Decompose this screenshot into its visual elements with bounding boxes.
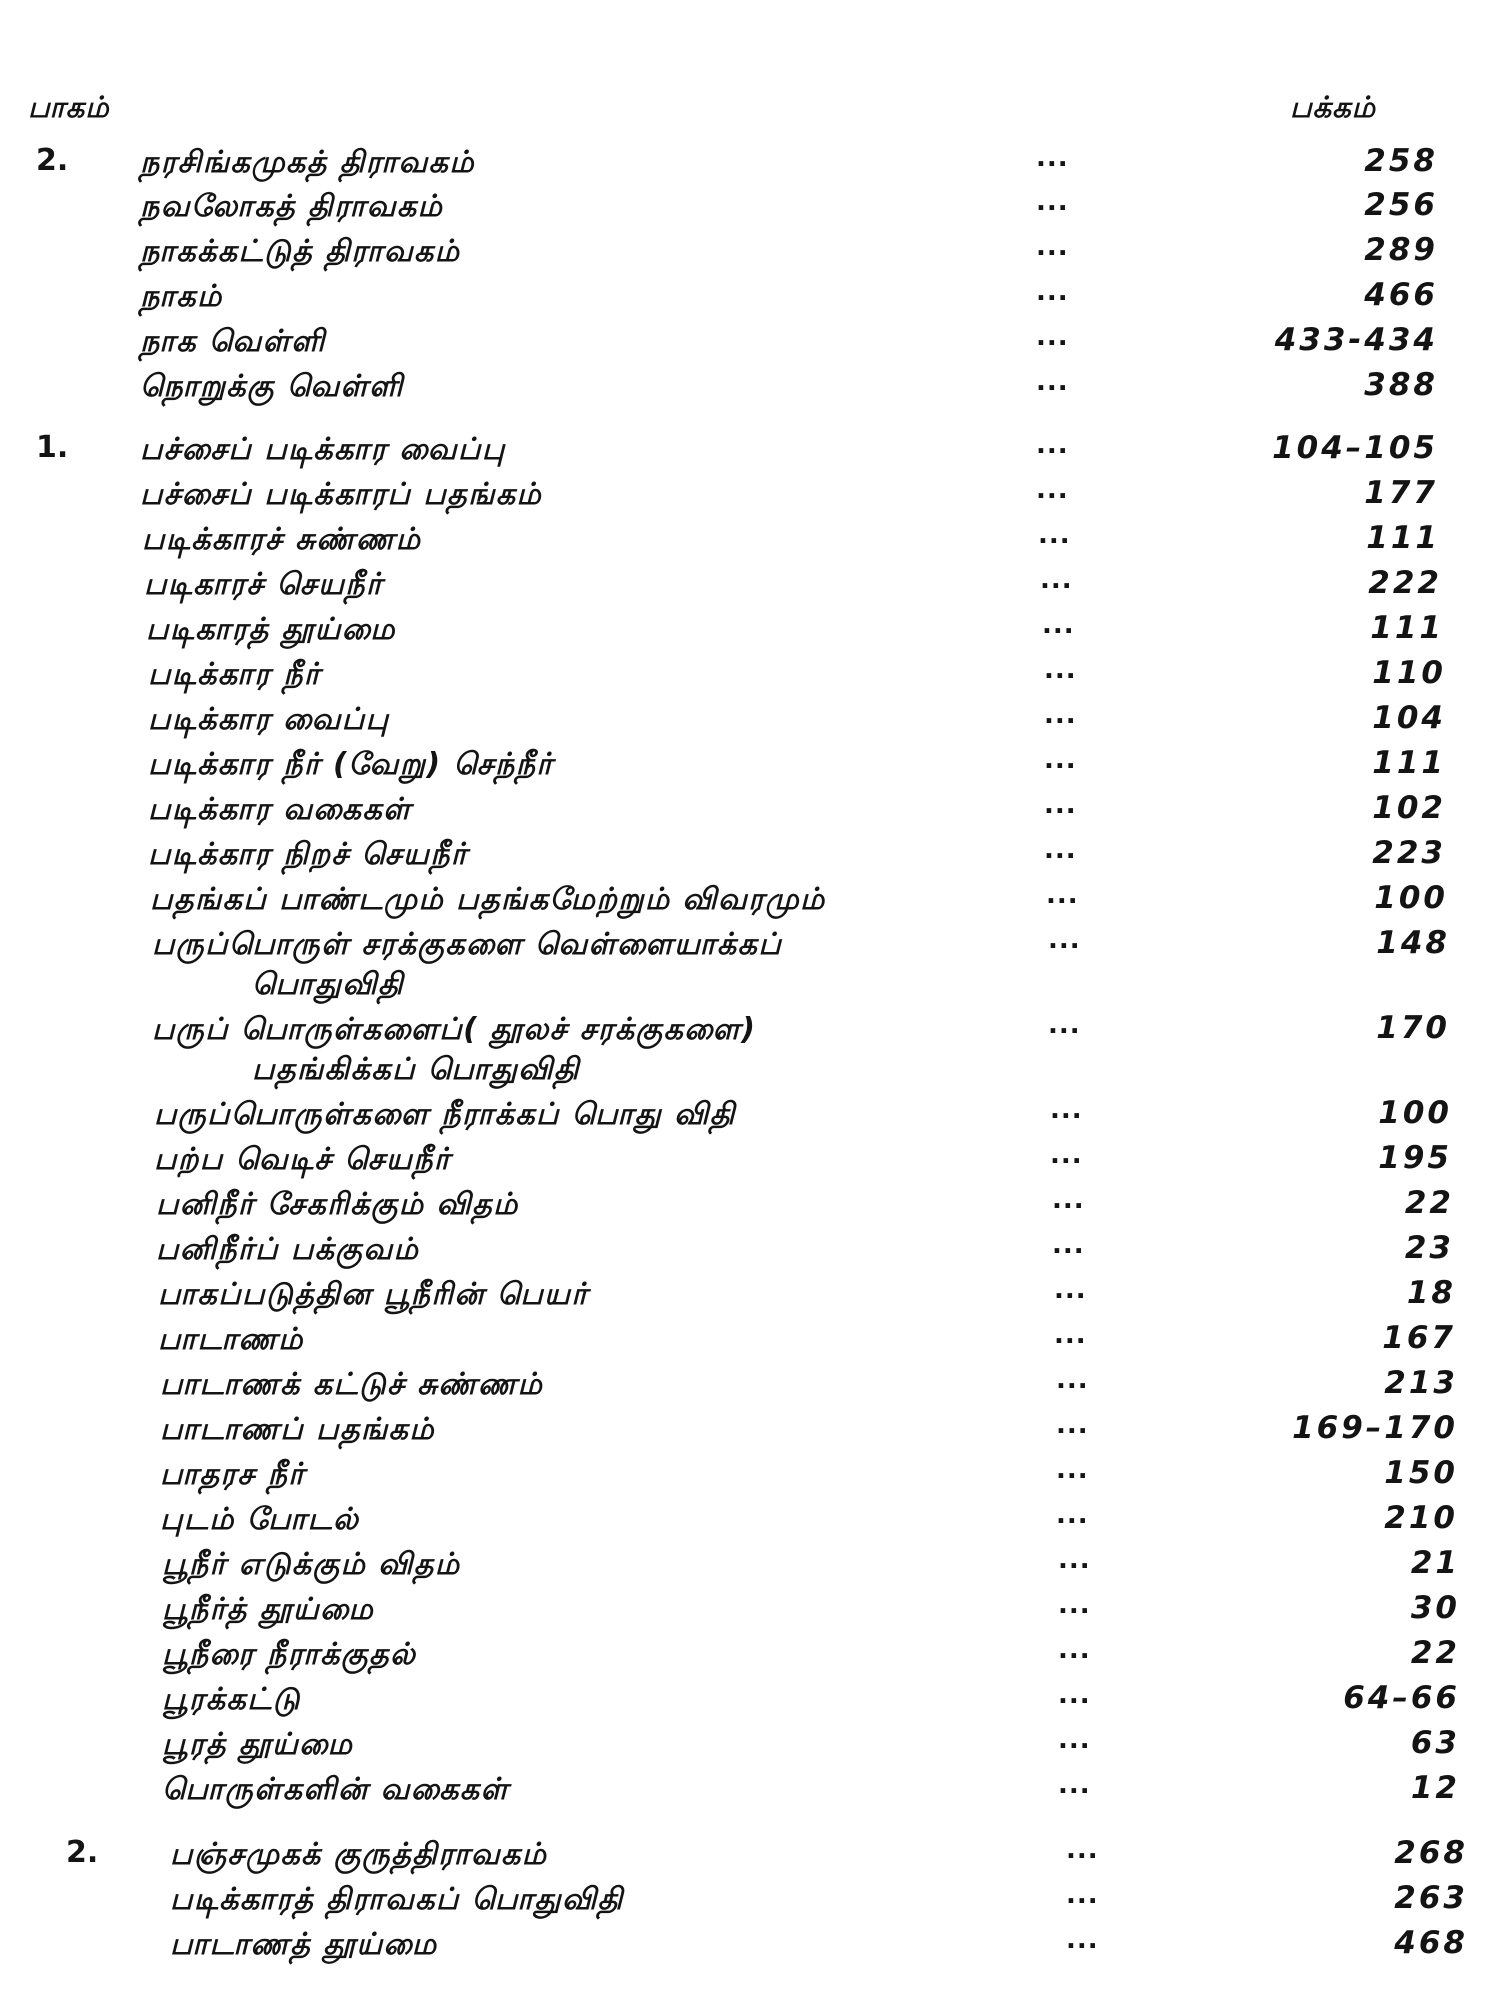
index-entry [0,1140,1500,1180]
entry-title [162,1680,1152,1720]
page-number: 256 [1364,187,1438,223]
part-number: 2. [36,143,69,178]
index-entry [0,187,1500,227]
entry-title-line: நாகக்கட்டுத் திராவகம் [140,234,461,269]
entry-title [162,1770,1152,1810]
page-number: 22 [1404,1185,1454,1221]
page-column-header: பக்கம் [1290,90,1377,124]
dot-leader: ... [1066,1835,1099,1865]
index-entry [0,1590,1500,1630]
entry-title [140,187,1130,227]
index-entry [0,1770,1500,1810]
page-number: 388 [1364,367,1438,403]
entry-title-line: புடம் போடல் [160,1502,360,1537]
page-number: 110 [1372,655,1446,691]
page-number: 466 [1364,277,1438,313]
entry-title [140,232,1130,272]
entry-title-line: பூரக்கட்டு [162,1682,301,1717]
entry-title-line: பூநீர் எடுக்கும் விதம் [162,1547,461,1582]
dot-leader: ... [1042,610,1075,640]
index-entry [0,277,1500,317]
page-number: 213 [1384,1365,1458,1401]
entry-title [160,1500,1150,1540]
page-number: 111 [1372,745,1446,781]
entry-title-line: பாகப்படுத்தின பூநீரின் பெயர் [158,1277,589,1312]
index-entry [0,835,1500,875]
page-number: 468 [1394,1925,1468,1961]
index-entry [0,1410,1500,1450]
entry-title [152,925,1142,1005]
entry-title [140,322,1130,362]
entry-title-line: பனிநீர் சேகரிக்கும் விதம் [156,1187,519,1222]
entry-title [140,367,1130,407]
entry-title [150,880,1140,920]
entry-title-line: பதங்கப் பாண்டமும் பதங்கமேற்றும் விவரமும் [150,882,826,917]
entry-title-line: பச்சைப் படிக்கார வைப்பு [140,432,506,467]
dot-leader: ... [1058,1725,1091,1755]
entry-title-line: நாக வெள்ளி [140,324,326,359]
entry-title-line: பருப்பொருள் சரக்குகளை வெள்ளையாக்கப் [152,927,783,962]
entry-title [148,700,1138,740]
entry-title-line: பாடாணப் பதங்கம் [160,1412,435,1447]
entry-title-line: பாடாணக் கட்டுச் சுண்ணம் [160,1367,544,1402]
page-number: 21 [1410,1545,1460,1581]
dot-leader: ... [1044,835,1077,865]
entry-title-line: நொறுக்கு வெள்ளி [140,369,404,404]
dot-leader: ... [1044,790,1077,820]
entry-title-line: படிக்காரத் திராவகப் பொதுவிதி [170,1882,624,1917]
dot-leader: ... [1050,1140,1083,1170]
page-number: 12 [1410,1770,1460,1806]
page-number: 104 [1372,700,1446,736]
index-entry [0,1320,1500,1360]
entry-title [158,1320,1148,1360]
index-entry [0,475,1500,515]
dot-leader: ... [1056,1455,1089,1485]
part-number: 1. [36,430,69,465]
entry-title-line: நாகம் [140,279,223,314]
index-entry [0,655,1500,695]
page-number: 102 [1372,790,1446,826]
index-entry [0,1095,1500,1135]
dot-leader: ... [1038,520,1071,550]
entry-title-line: படிக்கார வைப்பு [148,702,390,737]
page-number: 210 [1384,1500,1458,1536]
entry-title-line: பஞ்சமுகக் குருத்திராவகம் [170,1837,548,1872]
dot-leader: ... [1036,277,1069,307]
entry-title [152,1010,1142,1090]
entry-title [148,790,1138,830]
dot-leader: ... [1036,143,1069,173]
entry-title [160,1455,1150,1495]
dot-leader: ... [1044,700,1077,730]
entry-title [170,1835,1160,1875]
entry-title-continuation: பதங்கிக்கப் பொதுவிதி [252,1052,580,1087]
page-number: 177 [1364,475,1438,511]
page-number: 100 [1378,1095,1452,1131]
index-entry [0,232,1500,272]
dot-leader: ... [1046,880,1079,910]
index-entry [0,1010,1500,1094]
dot-leader: ... [1058,1635,1091,1665]
entry-title [170,1925,1160,1965]
dot-leader: ... [1048,1010,1081,1040]
entry-title-line: பற்ப வெடிச் செயநீர் [154,1142,452,1177]
index-entry [0,1680,1500,1720]
entry-title-line: பச்சைப் படிக்காரப் பதங்கம் [140,477,543,512]
page-number: 23 [1404,1230,1454,1266]
entry-title-line: பாடாணத் தூய்மை [170,1927,438,1962]
entry-title-line: படிகாரத் தூய்மை [146,612,396,647]
page-number: 167 [1382,1320,1456,1356]
index-entry [0,1455,1500,1495]
page-number: 195 [1378,1140,1452,1176]
entry-title-line: பாடாணம் [158,1322,304,1357]
index-entry [0,565,1500,605]
entry-title-line: படிக்கார வகைகள் [148,792,412,827]
dot-leader: ... [1052,1185,1085,1215]
index-entry [0,1635,1500,1675]
index-entry [0,1230,1500,1270]
dot-leader: ... [1050,1095,1083,1125]
page-number: 104–105 [1272,430,1438,466]
entry-title [140,475,1130,515]
page-number: 433-434 [1274,322,1438,358]
page-number: 148 [1376,925,1450,961]
index-entry [0,367,1500,407]
entry-title [160,1365,1150,1405]
part-number: 2. [66,1835,99,1870]
entry-title [158,1275,1148,1315]
dot-leader: ... [1056,1365,1089,1395]
entry-title [146,610,1136,650]
entry-title-line: படிக்கார நீர் (வேறு) செந்நீர் [148,747,554,782]
entry-title [140,143,1130,183]
entry-title-continuation: பொதுவிதி [252,967,405,1002]
page-number: 111 [1370,610,1444,646]
dot-leader: ... [1036,322,1069,352]
page-number: 268 [1394,1835,1468,1871]
page-number: 169–170 [1292,1410,1458,1446]
entry-title [140,277,1130,317]
index-entry [0,790,1500,830]
dot-leader: ... [1054,1275,1087,1305]
entry-title [162,1635,1152,1675]
dot-leader: ... [1036,367,1069,397]
index-entry [0,1275,1500,1315]
dot-leader: ... [1054,1320,1087,1350]
page-number: 258 [1364,143,1438,179]
page-number: 150 [1384,1455,1458,1491]
dot-leader: ... [1056,1410,1089,1440]
entry-title-line: பாதரச நீர் [160,1457,306,1492]
dot-leader: ... [1058,1590,1091,1620]
dot-leader: ... [1040,565,1073,595]
entry-title [148,745,1138,785]
dot-leader: ... [1036,430,1069,460]
index-entry [0,700,1500,740]
dot-leader: ... [1036,232,1069,262]
dot-leader: ... [1052,1230,1085,1260]
entry-title-line: படிக்கார நீர் [148,657,322,692]
entry-title [156,1230,1146,1270]
index-entry [0,1835,1500,1875]
page-number: 100 [1374,880,1448,916]
entry-title-line: நவலோகத் திராவகம் [140,189,444,224]
dot-leader: ... [1036,475,1069,505]
dot-leader: ... [1066,1925,1099,1955]
page-number: 263 [1394,1880,1468,1916]
index-entry [0,745,1500,785]
entry-title [160,1410,1150,1450]
dot-leader: ... [1066,1880,1099,1910]
part-column-header: பாகம் [28,90,110,124]
index-entry [0,880,1500,920]
dot-leader: ... [1036,187,1069,217]
index-entry [0,610,1500,650]
entry-title-line: பூநீர்த் தூய்மை [162,1592,375,1627]
entry-title [162,1725,1152,1765]
entry-title-line: படிகாரச் செயநீர் [144,567,384,602]
page-number: 289 [1364,232,1438,268]
dot-leader: ... [1058,1770,1091,1800]
index-entry [0,1545,1500,1585]
entry-title [140,430,1130,470]
page-number: 22 [1410,1635,1460,1671]
entry-title [162,1545,1152,1585]
entry-title [154,1140,1144,1180]
entry-title [148,655,1138,695]
dot-leader: ... [1048,925,1081,955]
page-number: 63 [1410,1725,1460,1761]
page-number: 64–66 [1343,1680,1460,1716]
entry-title-line: பூரத் தூய்மை [162,1727,354,1762]
entry-title-line: பனிநீர்ப் பக்குவம் [156,1232,420,1267]
entry-title-line: படிக்கார நிறச் செயநீர் [148,837,469,872]
entry-title [162,1590,1152,1630]
entry-title [156,1185,1146,1225]
entry-title-line: படிக்காரச் சுண்ணம் [142,522,422,557]
entry-title [170,1880,1160,1920]
dot-leader: ... [1056,1500,1089,1530]
index-entry [0,520,1500,560]
page-number: 223 [1372,835,1446,871]
entry-title [154,1095,1144,1135]
entry-title-line: பருப்பொருள்களை நீராக்கப் பொது விதி [154,1097,736,1132]
entry-title [142,520,1132,560]
index-entry [0,143,1500,183]
index-entry [0,1725,1500,1765]
dot-leader: ... [1044,655,1077,685]
dot-leader: ... [1058,1545,1091,1575]
index-entry [0,1185,1500,1225]
index-entry [0,1880,1500,1920]
index-entry [0,1365,1500,1405]
entry-title [148,835,1138,875]
entry-title-line: பருப் பொருள்களைப்( தூலச் சரக்குகளை) [152,1012,757,1047]
entry-title-line: பொருள்களின் வகைகள் [162,1772,510,1807]
entry-title-line: நரசிங்கமுகத் திராவகம் [140,145,475,180]
page-number: 30 [1410,1590,1460,1626]
page-number: 222 [1368,565,1442,601]
page-number: 18 [1406,1275,1456,1311]
index-entry [0,1925,1500,1965]
dot-leader: ... [1058,1680,1091,1710]
index-entry [0,322,1500,362]
dot-leader: ... [1044,745,1077,775]
entry-title [144,565,1134,605]
index-entry [0,925,1500,1009]
page-number: 111 [1366,520,1440,556]
index-entry [0,430,1500,470]
page-number: 170 [1376,1010,1450,1046]
entry-title-line: பூநீரை நீராக்குதல் [162,1637,417,1672]
index-entry [0,1500,1500,1540]
